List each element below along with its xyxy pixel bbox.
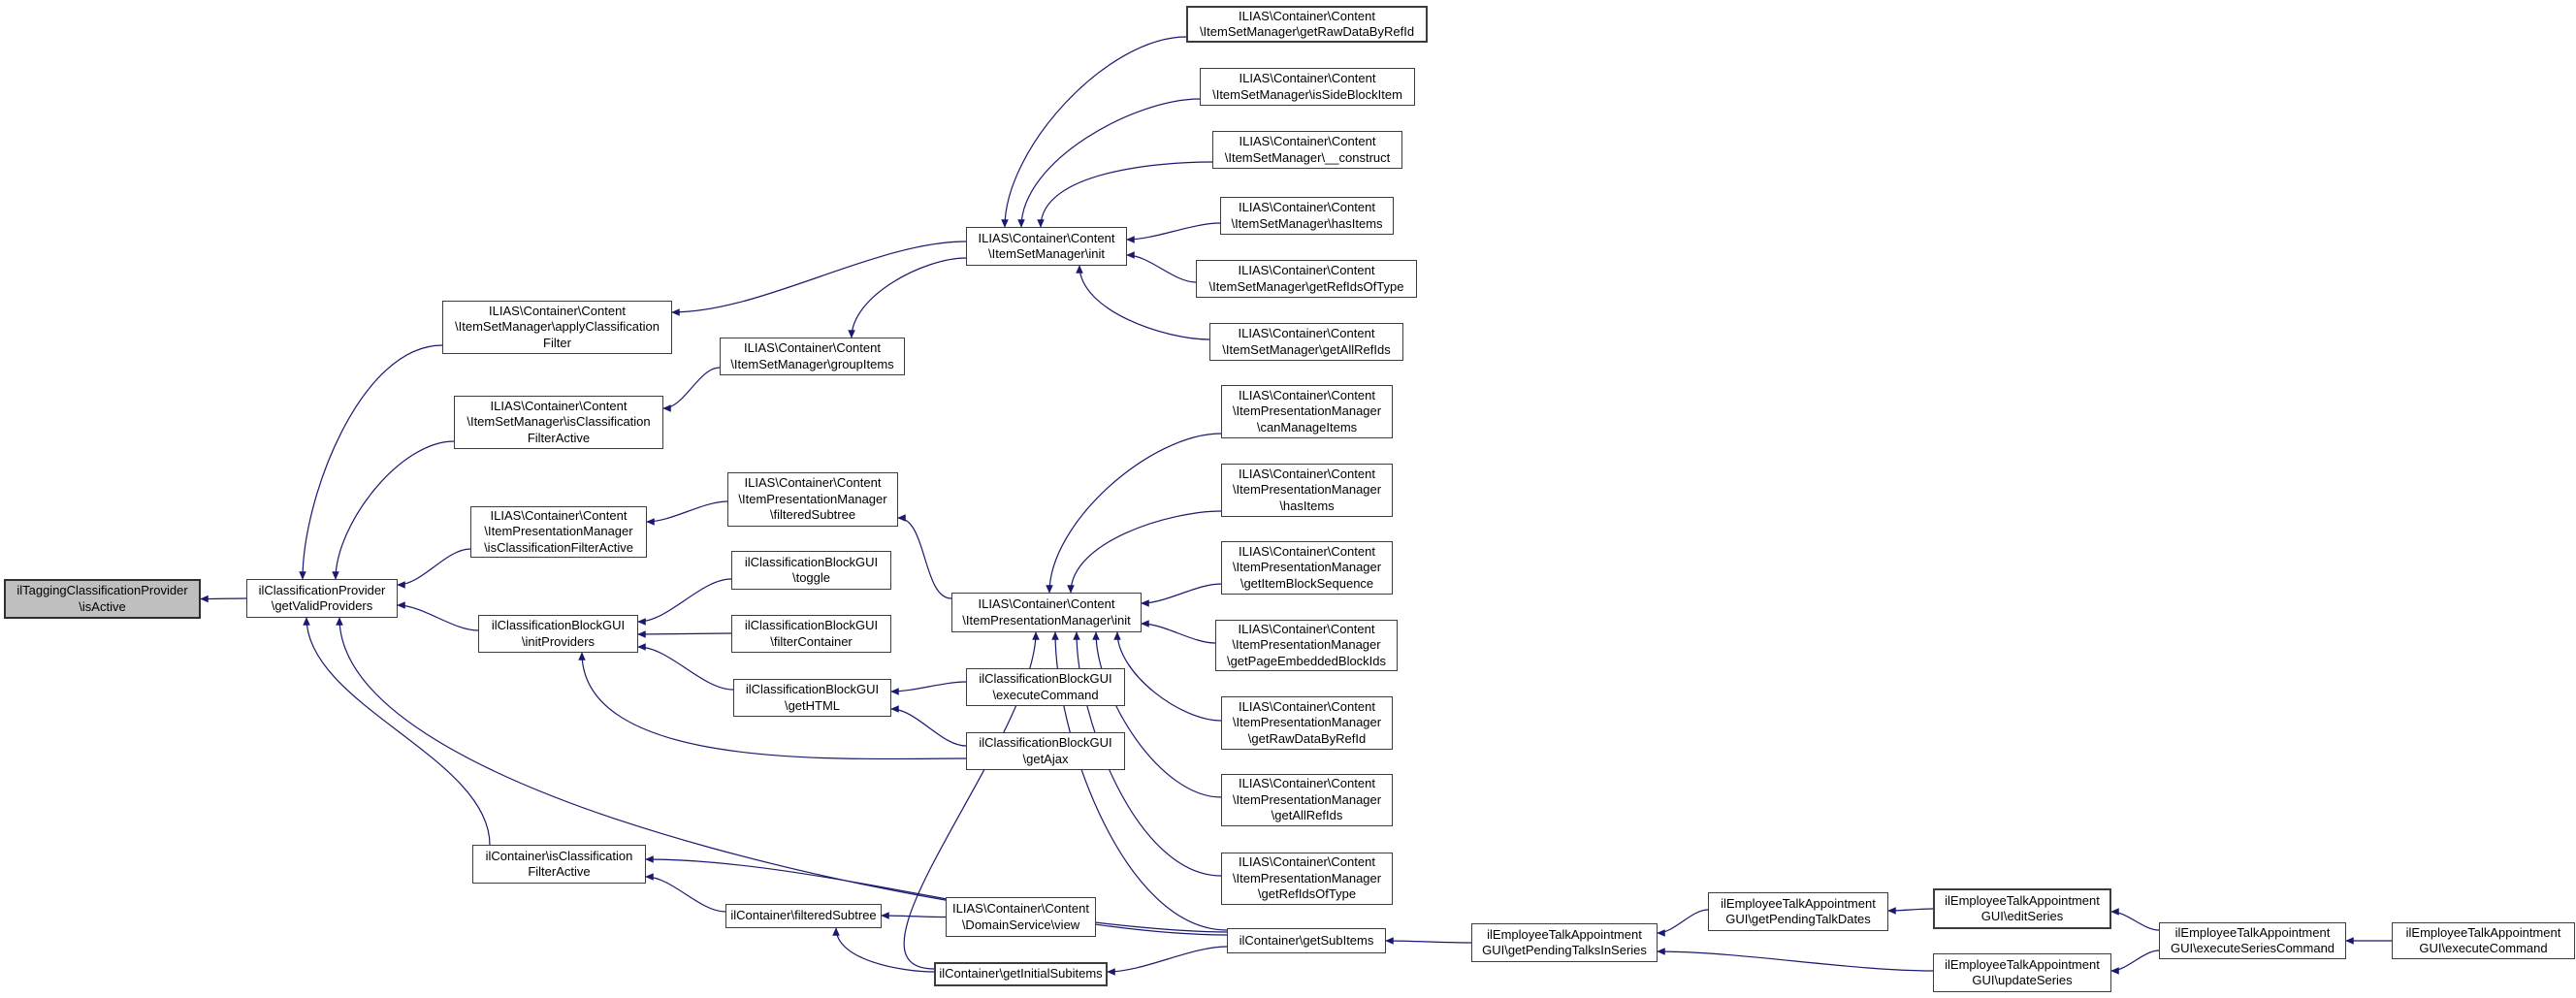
- graph-node-label-line: Filter: [543, 335, 571, 350]
- graph-node-label-line: \getAjax: [1022, 751, 1069, 766]
- graph-node-label-line: ilClassificationBlockGUI: [745, 682, 880, 696]
- graph-node-label-line: \ItemPresentationManager: [1232, 482, 1382, 498]
- graph-node-label-line: ILIAS\Container\Content: [1239, 854, 1375, 870]
- graph-node-label-line: ILIAS\Container\Content: [1238, 326, 1375, 340]
- graph-node-label-line: \ItemPresentationManager\init: [962, 612, 1131, 628]
- call-edge-executeSeriesCommand-to-editSeries: [2111, 912, 2159, 930]
- graph-node-label-line: ILIAS\Container\Content: [952, 901, 1089, 916]
- graph-node-label-line: ILIAS\Container\Content: [490, 398, 628, 413]
- call-edge-getAjax-to-getHTML: [891, 709, 966, 746]
- graph-node-blockExecuteCommand[interactable]: [966, 668, 1125, 706]
- call-edge-initProviders-to-getValidProviders: [398, 605, 478, 630]
- graph-node-label-line: \getPageEmbeddedBlockIds: [1226, 653, 1387, 668]
- graph-node-groupItems[interactable]: [720, 338, 905, 375]
- graph-node-ipmGetRawDataByRefId[interactable]: [1221, 696, 1393, 750]
- call-edge-updateSeries-to-getPendingTalksInSeries: [1658, 951, 1933, 971]
- graph-node-label-line: \ItemPresentationManager: [1232, 560, 1382, 575]
- call-edge-getHTML-to-initProviders: [638, 647, 733, 690]
- graph-node-label-line: FilterActive: [528, 864, 591, 879]
- graph-node-ismIsClassificationFilterActive[interactable]: [454, 396, 663, 449]
- call-edge-getPendingTalksInSeries-to-getSubItems: [1386, 941, 1471, 943]
- graph-node-updateSeries[interactable]: [1933, 953, 2111, 992]
- graph-node-label-line: ILIAS\Container\Content: [1239, 134, 1376, 148]
- call-edge-executeSeriesCommand-to-updateSeries: [2111, 950, 2159, 971]
- graph-node-ismGetRawDataByRefId[interactable]: [1186, 6, 1428, 43]
- graph-node-label-line: \hasItems: [1279, 498, 1335, 513]
- graph-node-label-line: \isActive: [79, 598, 126, 614]
- graph-node-label-line: GUI\getPendingTalksInSeries: [1482, 943, 1647, 957]
- graph-node-executeSeriesCommand[interactable]: [2159, 922, 2346, 959]
- graph-node-canManageItems[interactable]: [1221, 385, 1393, 438]
- graph-node-construct[interactable]: [1212, 131, 1402, 169]
- graph-node-label-line: \ItemPresentationManager: [1232, 791, 1382, 807]
- call-edge-ismHasItems-to-ismInit: [1127, 223, 1220, 240]
- graph-node-label-line: ilClassificationProvider: [258, 582, 386, 597]
- graph-node-label-line: \canManageItems: [1256, 419, 1358, 435]
- graph-node-label-line: \isClassificationFilterActive: [484, 539, 633, 555]
- graph-node-label-line: \ItemPresentationManager: [1232, 403, 1382, 419]
- graph-node-ipmIsClassificationFilterActive[interactable]: [470, 506, 647, 558]
- graph-node-label-line: \toggle: [791, 570, 831, 585]
- graph-node-label-line: ILIAS\Container\Content: [490, 507, 628, 523]
- graph-node-label-line: GUI\getPendingTalkDates: [1725, 912, 1871, 926]
- graph-node-label-line: GUI\editSeries: [1980, 909, 2064, 923]
- graph-node-applyClassificationFilter[interactable]: [442, 301, 672, 354]
- graph-node-getItemBlockSequence[interactable]: [1221, 541, 1393, 595]
- call-edge-getPendingTalkDates-to-getPendingTalksInSeries: [1658, 910, 1708, 933]
- graph-node-isSideBlockItem[interactable]: [1200, 68, 1415, 106]
- graph-node-contFilteredSubtree[interactable]: [725, 904, 882, 928]
- graph-node-ismGetRefIdsOfType[interactable]: [1196, 260, 1417, 298]
- graph-node-label-line: \ItemSetManager\hasItems: [1231, 215, 1383, 231]
- graph-node-label-line: ilTaggingClassificationProvider: [16, 583, 188, 597]
- graph-node-label-line: ilContainer\isClassification: [485, 848, 633, 863]
- graph-node-label-line: \executeCommand: [992, 687, 1099, 702]
- graph-node-getPageEmbeddedBlockIds[interactable]: [1215, 620, 1398, 671]
- call-edge-getInitialSubitems-to-contFilteredSubtree: [836, 928, 934, 972]
- graph-node-label-line: ILIAS\Container\Content: [1239, 466, 1375, 481]
- graph-node-domainServiceView[interactable]: [946, 897, 1096, 937]
- graph-node-label-line: ilEmployeeTalkAppointment: [1721, 895, 1876, 911]
- graph-node-label-line: \getHTML: [784, 697, 841, 713]
- graph-node-label-line: ilClassificationBlockGUI: [744, 554, 879, 569]
- graph-node-label-line: \DomainService\view: [961, 917, 1080, 932]
- call-edge-getValidProviders-to-isActive: [201, 598, 246, 599]
- graph-node-initProviders[interactable]: [478, 615, 638, 653]
- call-edge-ismInit-to-groupItems: [852, 258, 966, 338]
- graph-node-label-line: ilEmployeeTalkAppointment: [2174, 924, 2331, 940]
- graph-node-label-line: \ItemSetManager\groupItems: [730, 356, 894, 371]
- graph-node-label-line: GUI\executeSeriesCommand: [2170, 941, 2335, 955]
- graph-node-label-line: \filteredSubtree: [769, 507, 856, 523]
- call-edge-contIsClassificationFilterActive-to-getValidProviders: [306, 618, 490, 845]
- call-edge-applyClassificationFilter-to-getValidProviders: [303, 345, 442, 579]
- graph-node-getHTML[interactable]: [733, 679, 891, 717]
- graph-node-label-line: \ItemPresentationManager: [1232, 715, 1382, 730]
- call-edge-editSeries-to-getPendingTalkDates: [1888, 909, 1933, 911]
- graph-node-editSeries[interactable]: [1933, 888, 2111, 929]
- graph-node-getPendingTalkDates[interactable]: [1708, 892, 1888, 931]
- graph-node-label-line: ilContainer\filteredSubtree: [730, 908, 877, 923]
- graph-node-getInitialSubitems[interactable]: [934, 962, 1108, 986]
- call-edge-getItemBlockSequence-to-ipmInit: [1142, 584, 1221, 603]
- call-edge-filterContainer-to-initProviders: [638, 633, 731, 634]
- graph-node-label-line: \ItemSetManager\isSideBlockItem: [1212, 86, 1402, 102]
- graph-node-label-line: ILIAS\Container\Content: [744, 340, 881, 355]
- graph-node-label-line: ILIAS\Container\Content: [978, 230, 1115, 245]
- call-edge-ipmHasItems-to-ipmInit: [1071, 511, 1221, 593]
- graph-node-isActive: [4, 579, 201, 619]
- graph-node-label-line: ilEmployeeTalkAppointment: [2405, 924, 2561, 940]
- graph-node-label-line: GUI\executeCommand: [2419, 941, 2548, 955]
- graph-node-label-line: ilClassificationBlockGUI: [979, 671, 1112, 686]
- graph-node-label-line: ILIAS\Container\Content: [489, 303, 626, 318]
- graph-node-label-line: ILIAS\Container\Content: [1239, 8, 1375, 23]
- call-edge-getPageEmbeddedBlockIds-to-ipmInit: [1142, 624, 1215, 643]
- call-edge-domainServiceView-to-contFilteredSubtree: [882, 916, 946, 918]
- call-edge-toggle-to-initProviders: [638, 579, 731, 622]
- graph-node-label-line: \ItemPresentationManager: [738, 491, 887, 506]
- graph-node-ipmGetAllRefIds[interactable]: [1221, 774, 1393, 826]
- call-edge-contFilteredSubtree-to-contIsClassificationFilterActive: [646, 877, 725, 912]
- graph-node-label-line: FilterActive: [527, 430, 591, 445]
- graph-node-label-line: ILIAS\Container\Content: [1239, 200, 1375, 214]
- graph-node-label-line: ilClassificationBlockGUI: [979, 735, 1112, 750]
- graph-node-getSubItems[interactable]: [1227, 928, 1386, 953]
- graph-node-label-line: \ItemSetManager\__construct: [1224, 149, 1391, 165]
- graph-node-label-line: \getItemBlockSequence: [1240, 575, 1374, 591]
- graph-node-ipmHasItems[interactable]: [1221, 464, 1393, 517]
- graph-node-label-line: ILIAS\Container\Content: [1238, 621, 1375, 636]
- graph-node-filterContainer[interactable]: [731, 615, 891, 653]
- graph-node-label-line: ILIAS\Container\Content: [1239, 776, 1375, 791]
- call-edge-ipmIsClassificationFilterActive-to-getValidProviders: [398, 549, 470, 585]
- graph-node-label-line: ILIAS\Container\Content: [1239, 387, 1375, 402]
- graph-node-label-line: \getValidProviders: [271, 598, 373, 613]
- graph-node-etExecuteCommand[interactable]: [2392, 922, 2575, 959]
- graph-node-label-line: ilEmployeeTalkAppointment: [1945, 892, 2100, 908]
- graph-node-label-line: ilEmployeeTalkAppointment: [1945, 956, 2100, 972]
- call-edge-getSubItems-to-getInitialSubitems: [1108, 947, 1227, 972]
- graph-node-label-line: \getRefIdsOfType: [1257, 886, 1357, 902]
- graph-node-label-line: \ItemPresentationManager: [484, 524, 633, 539]
- graph-node-ipmInit[interactable]: [951, 593, 1142, 632]
- call-edge-getSubItems-to-getValidProviders: [339, 618, 1227, 932]
- graph-node-getAjax[interactable]: [966, 732, 1125, 770]
- graph-node-label-line: ILIAS\Container\Content: [744, 475, 882, 491]
- call-edge-ipmGetAllRefIds-to-ipmInit: [1096, 632, 1221, 797]
- graph-node-ipmFilteredSubtree[interactable]: [727, 472, 898, 527]
- graph-node-label-line: GUI\updateSeries: [1972, 973, 2073, 987]
- graph-node-ipmGetRefIdsOfType[interactable]: [1221, 853, 1393, 905]
- graph-node-contIsClassificationFilterActive[interactable]: [472, 845, 646, 884]
- graph-node-label-line: ILIAS\Container\Content: [978, 596, 1115, 611]
- call-edge-groupItems-to-ismIsClassificationFilterActive: [663, 368, 720, 408]
- graph-node-label-line: ilContainer\getInitialSubitems: [939, 966, 1103, 982]
- graph-node-label-line: \initProviders: [521, 633, 596, 649]
- graph-node-label-line: ilClassificationBlockGUI: [491, 618, 626, 632]
- graph-node-label-line: ilClassificationBlockGUI: [744, 618, 879, 632]
- call-edge-ismInit-to-applyClassificationFilter: [672, 241, 966, 312]
- graph-node-label-line: ILIAS\Container\Content: [1239, 543, 1375, 559]
- graph-node-label-line: \ItemPresentationManager: [1232, 870, 1382, 885]
- graph-node-label-line: ILIAS\Container\Content: [1239, 71, 1376, 85]
- graph-node-label-line: \getAllRefIds: [1271, 808, 1343, 823]
- graph-node-getPendingTalksInSeries[interactable]: [1471, 923, 1658, 962]
- call-edge-ipmFilteredSubtree-to-ipmIsClassificationFilterActive: [647, 501, 727, 522]
- graph-node-label-line: ILIAS\Container\Content: [1239, 698, 1375, 714]
- graph-node-ismGetAllRefIds[interactable]: [1209, 323, 1403, 361]
- call-edge-ismGetAllRefIds-to-ismInit: [1079, 266, 1209, 339]
- graph-node-label-line: \ItemSetManager\getRefIdsOfType: [1208, 278, 1404, 294]
- graph-node-ismInit[interactable]: [966, 227, 1127, 266]
- graph-node-label-line: \getRawDataByRefId: [1247, 730, 1367, 746]
- call-edge-blockExecuteCommand-to-getHTML: [891, 682, 966, 692]
- graph-node-label-line: \ItemSetManager\isClassification: [467, 414, 651, 430]
- graph-node-label-line: ILIAS\Container\Content: [1238, 263, 1375, 277]
- call-edge-construct-to-ismInit: [1041, 162, 1212, 227]
- graph-node-label-line: \filterContainer: [770, 633, 853, 649]
- call-edge-ismIsClassificationFilterActive-to-getValidProviders: [336, 441, 454, 579]
- graph-node-ismHasItems[interactable]: [1220, 197, 1394, 235]
- graph-node-label-line: ilEmployeeTalkAppointment: [1487, 926, 1642, 942]
- call-edge-ismGetRefIdsOfType-to-ismInit: [1127, 255, 1196, 282]
- graph-node-label-line: \ItemSetManager\applyClassification: [455, 319, 660, 335]
- graph-node-toggle[interactable]: [731, 551, 891, 590]
- graph-node-getValidProviders[interactable]: [246, 579, 398, 618]
- graph-node-label-line: \ItemSetManager\getAllRefIds: [1222, 341, 1391, 357]
- call-edge-ipmGetRawDataByRefId-to-ipmInit: [1117, 632, 1221, 721]
- graph-node-label-line: \ItemPresentationManager: [1232, 637, 1381, 653]
- graph-node-label-line: \ItemSetManager\getRawDataByRefId: [1199, 24, 1415, 39]
- graph-node-label-line: ilContainer\getSubItems: [1239, 932, 1374, 948]
- graph-node-label-line: \ItemSetManager\init: [988, 246, 1105, 261]
- call-edge-ipmInit-to-ipmFilteredSubtree: [898, 518, 951, 598]
